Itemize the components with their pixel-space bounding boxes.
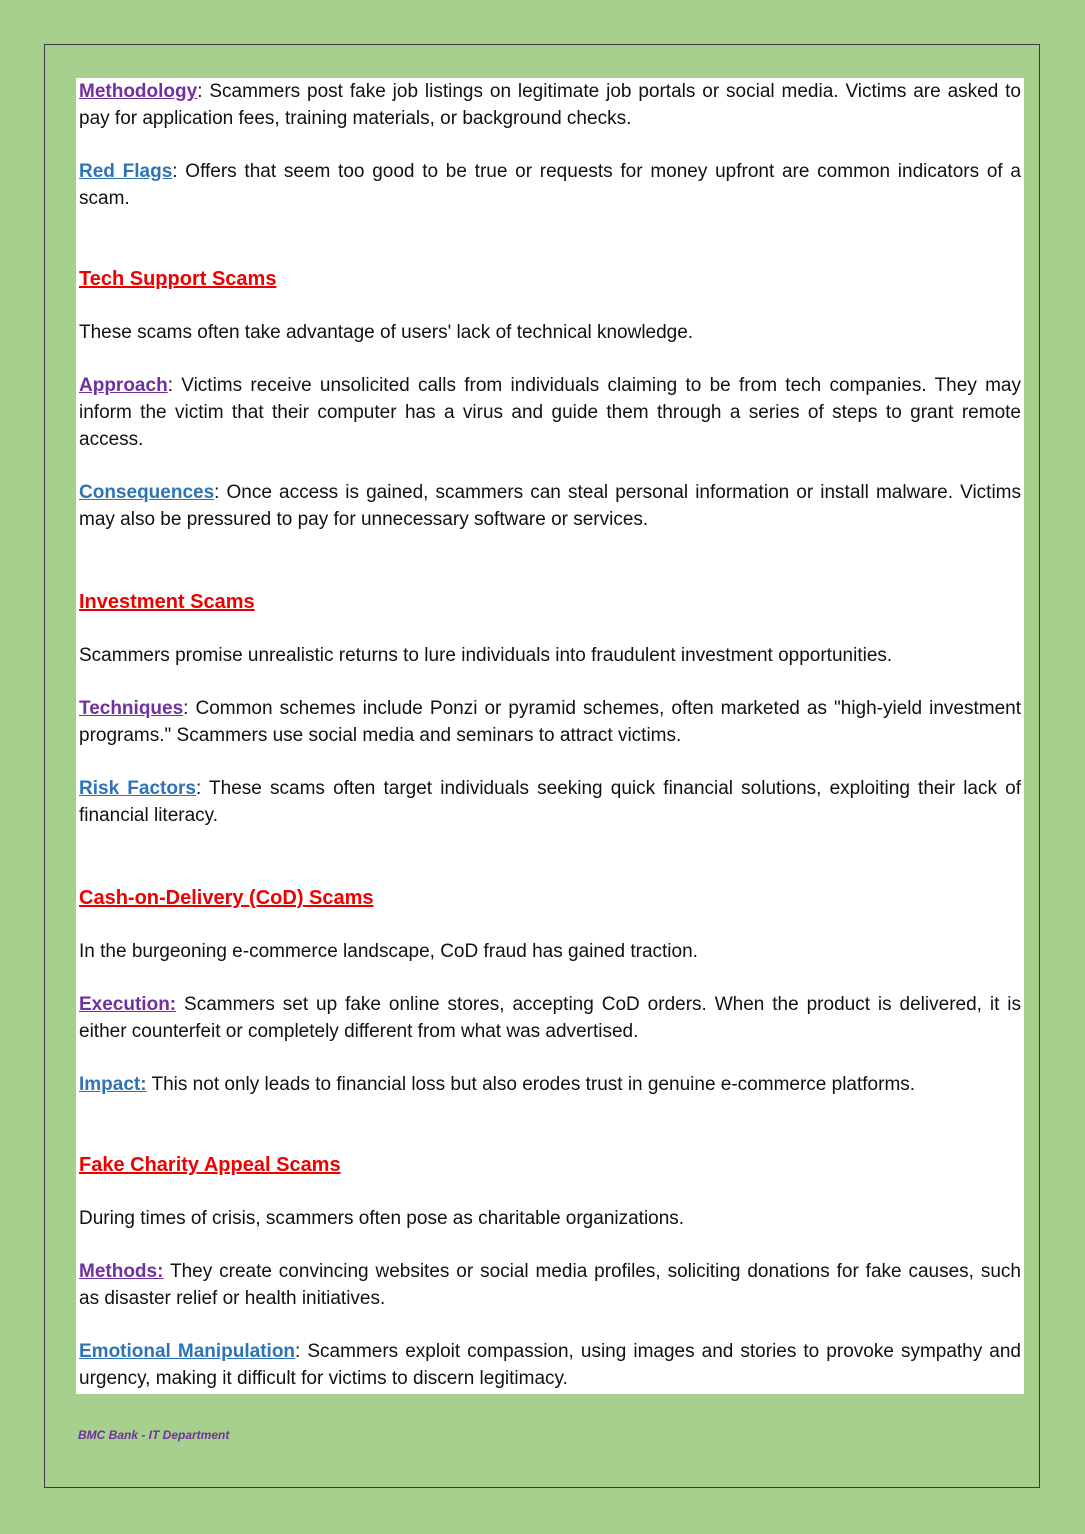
emotional-manipulation-label: Emotional Manipulation [79, 1341, 296, 1362]
investment-intro: Scammers promise unrealistic returns to lure individuals into fraudulent investment opportunities. [79, 645, 893, 666]
red-flags-label: Red Flags [79, 161, 173, 182]
techniques-paragraph [79, 695, 1021, 749]
approach-paragraph [79, 372, 1021, 453]
emotional-manipulation-paragraph [79, 1338, 1021, 1392]
consequences-paragraph [79, 479, 1021, 533]
risk-factors-text: : These scams often target individuals seeking quick financial solutions, exploiting their lack of financial literacy. [79, 778, 1021, 826]
cod-intro: In the burgeoning e-commerce landscape, CoD fraud has gained traction. [79, 941, 698, 962]
methods-paragraph [79, 1258, 1021, 1312]
investment-heading: Investment Scams [79, 591, 255, 613]
tech-support-heading: Tech Support Scams [79, 268, 277, 290]
consequences-label: Consequences [79, 482, 215, 503]
emotional-manipulation-text: : Scammers exploit compassion, using images and stories to provoke sympathy and urgency, making it difficult for victims to discern legitimacy. [79, 1341, 1021, 1389]
charity-intro: During times of crisis, scammers often pose as charitable organizations. [79, 1208, 685, 1229]
red-flags-text: : Offers that seem too good to be true or requests for money upfront are common indicators of a scam. [79, 161, 1021, 209]
impact-label: Impact: [79, 1074, 147, 1095]
methods-label: Methods: [79, 1261, 164, 1282]
execution-paragraph [79, 991, 1021, 1045]
tech-support-intro: These scams often take advantage of users' lack of technical knowledge. [79, 322, 694, 343]
charity-heading: Fake Charity Appeal Scams [79, 1154, 341, 1176]
methodology-label: Methodology [79, 81, 198, 102]
methods-text: They create convincing websites or social media profiles, soliciting donations for fake causes, such as disaster relief or health initiatives. [79, 1261, 1021, 1309]
impact-text: This not only leads to financial loss but also erodes trust in genuine e-commerce platforms. [146, 1074, 916, 1095]
risk-factors-label: Risk Factors [79, 778, 196, 799]
methodology-paragraph [79, 78, 1021, 132]
approach-text: : Victims receive unsolicited calls from individuals claiming to be from tech companies. They may inform the victim that their computer has a virus and guide them through a series of steps to grant remote access. [79, 375, 1021, 450]
cod-heading: Cash-on-Delivery (CoD) Scams [79, 887, 374, 909]
execution-label: Execution: [79, 994, 177, 1015]
techniques-label: Techniques [79, 698, 184, 719]
impact-paragraph [79, 1071, 1021, 1098]
execution-text: Scammers set up fake online stores, accepting CoD orders. When the product is delivered, it is either counterfeit or completely different from what was advertised. [79, 994, 1021, 1042]
techniques-text: : Common schemes include Ponzi or pyramid schemes, often marketed as "high-yield investment programs." Scammers use social media and seminars to attract victims. [79, 698, 1021, 746]
footer-text: BMC Bank - IT Department [78, 1428, 230, 1442]
red-flags-paragraph [79, 158, 1021, 212]
risk-factors-paragraph [79, 775, 1021, 829]
consequences-text: : Once access is gained, scammers can steal personal information or install malware. Victims may also be pressured to pay for unnecessary software or services. [79, 482, 1021, 530]
document-content [76, 78, 1024, 1394]
methodology-text: : Scammers post fake job listings on legitimate job portals or social media. Victims are asked to pay for application fees, training materials, or background checks. [79, 81, 1021, 129]
approach-label: Approach [79, 375, 168, 396]
